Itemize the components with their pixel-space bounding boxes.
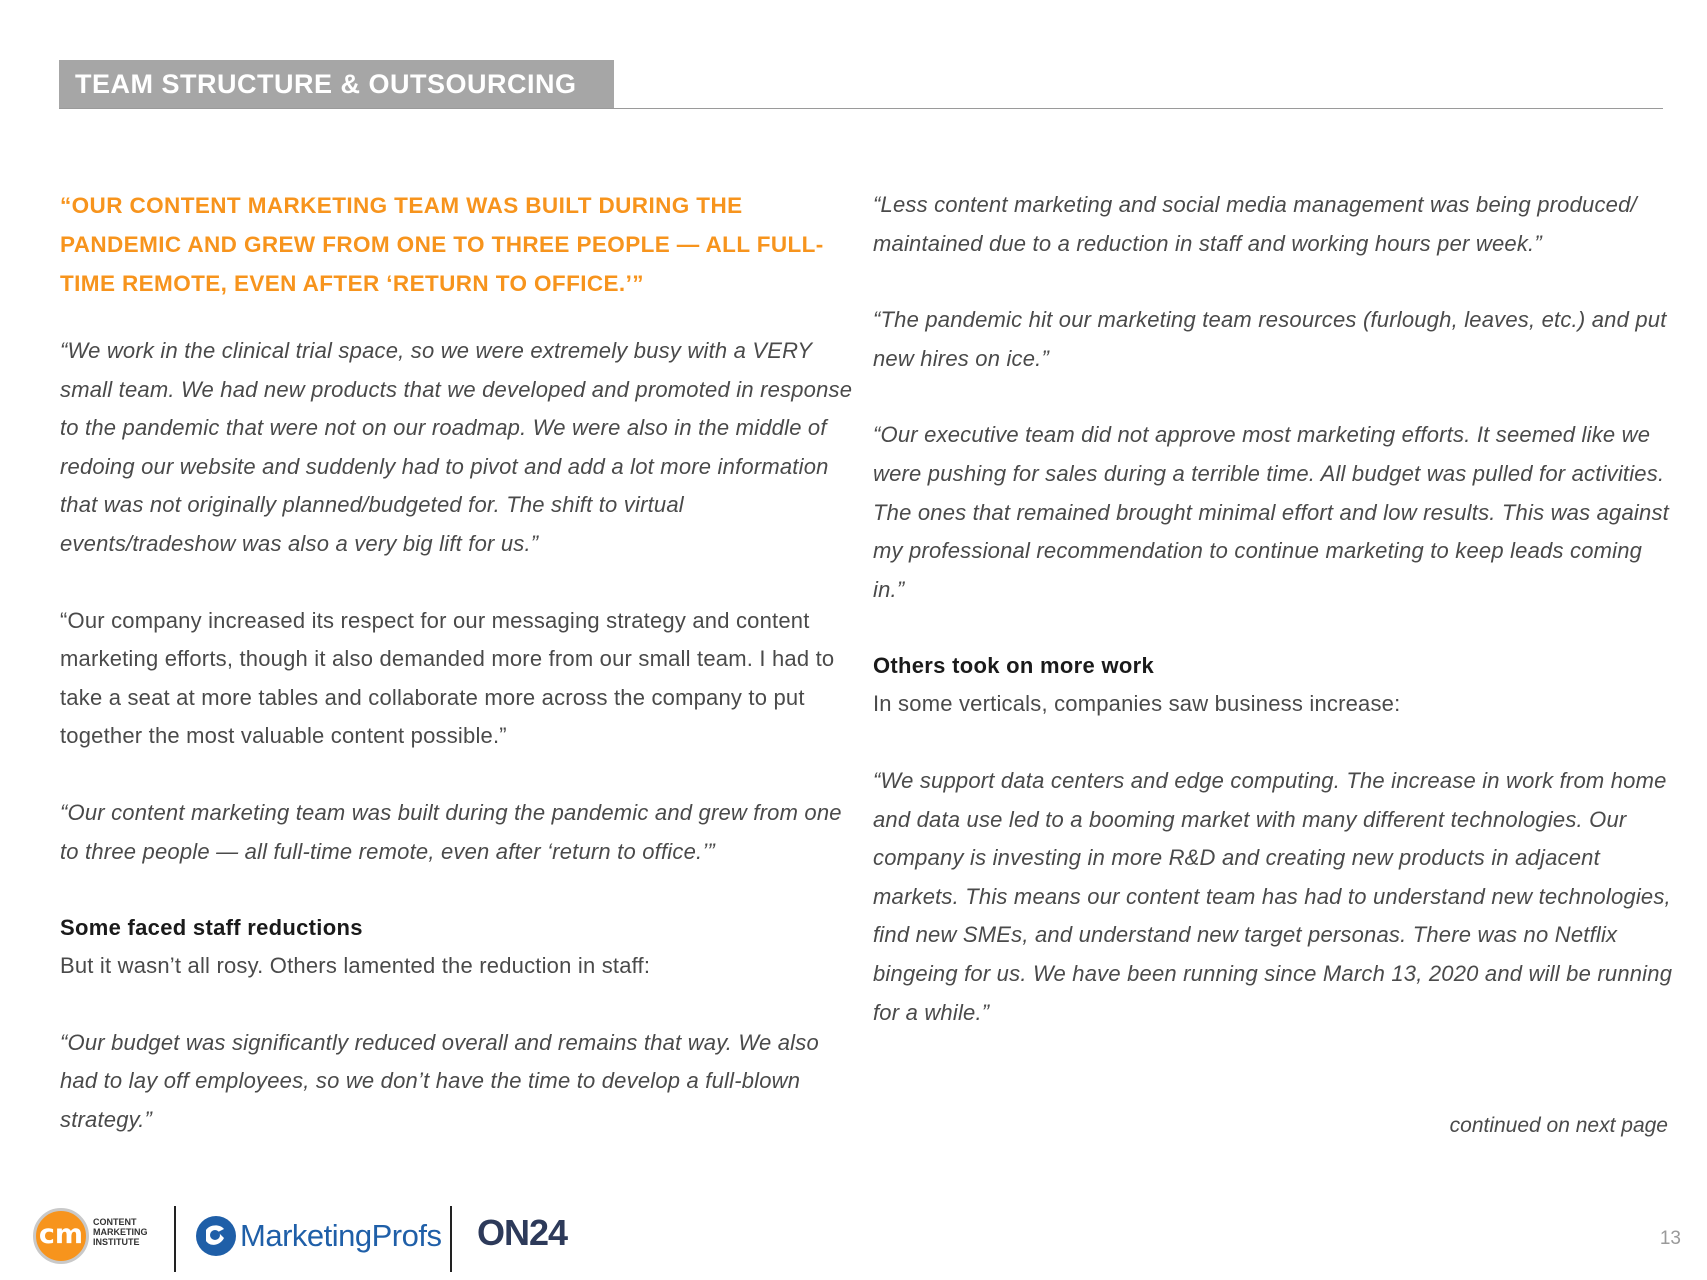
intro-staff-reductions: But it wasn’t all rosy. Others lamented the reduction in staff: [60,953,651,979]
on24-logo: ON24 [477,1212,568,1253]
marketingprofs-logo-icon [196,1216,236,1256]
cmi-logo-icon: cm [33,1208,89,1264]
intro-more-work: In some verticals, companies saw business increase: [873,691,1401,717]
pull-quote: “OUR CONTENT MARKETING TEAM WAS BUILT DURING THE PANDEMIC AND GREW FROM ONE TO THREE PEOPLE — ALL FULL-TIME REMOTE, EVEN AFTER ‘RETURN TO OFFICE.’” [60,193,824,296]
marketingprofs-logo-text: MarketingProfs [240,1218,442,1253]
quote-team-built: “Our content marketing team was built during the pandemic and grew from one to three people — all full-time remote, even after ‘return to office.’” [60,799,842,864]
cmi-logo [33,1208,148,1266]
quote-budget-reduced: “Our budget was significantly reduced overall and remains that way. We also had to lay off employees, so we don’t have the time to develop a full-blown strategy.” [60,1029,819,1132]
page-number: 13 [1659,1228,1681,1249]
section-header [59,60,614,109]
footer-divider [174,1206,176,1272]
quote-data-centers: “We support data centers and edge computing. The increase in work from home and data use led to a booming market with many different technologies. Our company is investing in more R&D and creating new products in adjacent markets. This means our content team has had to understand new technologies, find new SMEs, and understand new target personas. There was no Netflix bingeing for us. We have been running since March 13, 2020 and will be running for a while.” [873,767,1673,1025]
quote-pandemic-hit: “The pandemic hit our marketing team resources (furlough, leaves, etc.) and put new hires on ice.” [873,307,1667,371]
cmi-logo-text: CONTENT MARKETING INSTITUTE [93,1217,148,1247]
subhead-more-work: Others took on more work [873,653,1155,679]
subhead-staff-reductions: Some faced staff reductions [60,915,363,941]
quote-clinical-trial: “We work in the clinical trial space, so we were extremely busy with a VERY small team. We had new products that we developed and promoted in response to the pandemic that were not on our roadmap. We were also in the middle of redoing our website and suddenly had to pivot and add a lot more information that was not originally planned/budgeted for. The shift to virtual events/tradeshow was also a very big lift for us.” [60,338,853,556]
footer [0,1190,1707,1280]
continued-note: continued on next page [1449,1114,1668,1137]
header-rule [59,108,1663,109]
quote-less-content: “Less content marketing and social media management was being produced/ maintained due to a reduction in staff and working hours per week.” [873,192,1637,256]
section-title: TEAM STRUCTURE & OUTSOURCING [75,69,577,99]
right-column [873,186,1673,1070]
quote-company-respect: “Our company increased its respect for our messaging strategy and content marketing efforts, though it also demanded more from our small team. I had to take a seat at more tables and collaborate more across the company to put together the most valuable content possible.” [60,607,835,749]
footer-divider [450,1206,452,1272]
left-column [60,186,860,1178]
quote-executive-team: “Our executive team did not approve most marketing efforts. It seemed like we were pushing for sales during a terrible time. All budget was pulled for activities. The ones that remained brought minimal effort and low results. This was against my professional recommendation to continue marketing to keep leads coming in.” [873,422,1669,602]
